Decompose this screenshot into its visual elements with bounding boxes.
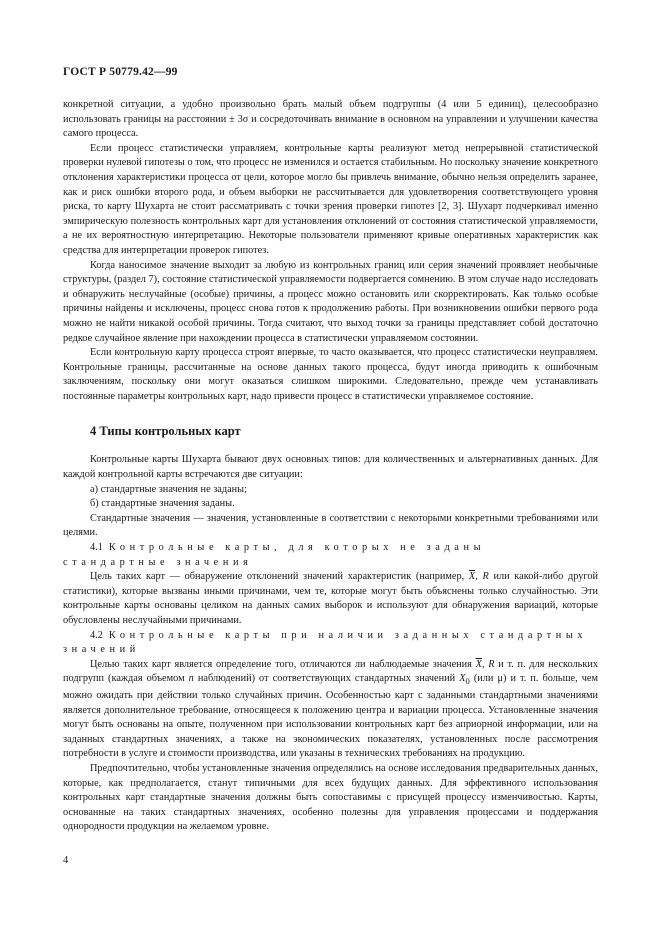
list-item-a: а) стандартные значения не заданы; [90, 483, 247, 495]
paragraph: Стандартные значения — значения, установленные в соответствии с некоторыми конкретными требованиями или целями. [63, 512, 598, 539]
x0-symbol: X [459, 673, 466, 685]
subsection-4-1-heading [63, 541, 598, 570]
text-run: наблюдений) от соответствующих стандартных значений [197, 673, 456, 685]
standard-header: ГОСТ Р 50779.42—99 [63, 66, 178, 78]
r-symbol: R [488, 658, 495, 670]
paragraph: Если процесс статистически управляем, контрольные карты реализуют метод непрерывной статистической проверки нулевой гипотезы о том, что процесс не изменился и остается стабильным. Но поскольку значение конкретного отклонения характеристики процесса от цели, которое могло бы привлечь внимание, обычно нельзя определить заранее, как и риск ошибки второго рода, и объем выборки не рассчитывается для удовлетворения соответствующего уровня риска, то карту Шухарта не стоит рассматривать с точки зрения проверки гипотез [2, 3]. Шухарт подчеркивал именно эмпирическую полезность контрольных карт для установления отклонений от состояния статистической управляемости, а не их вероятностную интерпретацию. Некоторые пользователи применяют кривые оперативных характеристик как средства для интерпретации проверок гипотез. [63, 142, 598, 256]
body-text [63, 98, 598, 835]
text-run: , [481, 658, 485, 670]
subsection-number: 4.2 [90, 629, 103, 641]
x-bar-symbol: $\overline{X}$ [475, 658, 482, 670]
paragraph [63, 570, 598, 628]
list-item-b: б) стандартные значения заданы. [90, 498, 235, 510]
x-bar-symbol: $\overline{X}$ [468, 571, 476, 583]
paragraph [63, 658, 598, 762]
text-run: или какой-либо другой статистики), которые вызваны иными причинами, чем те, которые могут быть объяснены только случайностью. Эти контрольные карты основаны целиком на данных самих выборок и используют для обнаружения вариаций, которые обусловлены неслучайными причинами. [63, 571, 599, 626]
subscript-zero: 0 [465, 676, 470, 687]
n-symbol: n [188, 673, 194, 685]
paragraph-continuation: конкретной ситуации, а удобно произвольно брать малый объем подгруппы (4 или 5 единиц), целесообразно использовать границы на расстоянии ± 3σ и сосредоточивать внимание в основном на управлении и улучшении качества самого процесса. [63, 99, 598, 140]
subsection-title: Контрольные карты, для которых не заданы стандартные значения [63, 542, 486, 568]
text-run: Целью таких карт является определение того, отличаются ли наблюдаемые значения [90, 658, 472, 670]
subsection-number: 4.1 [90, 542, 103, 554]
subsection-title: Контрольные карты при наличии заданных стандартных значений [63, 629, 588, 656]
subsection-4-2-heading [63, 629, 598, 658]
text-run: (или μ) и т. п. больше, чем можно ожидать при действии только случайных причин. Особенностью карт с заданными стандартными значениями является дополнительное требование, относящееся к положению центра и вариации процесса. Установленные значения могут быть основаны на опыте, полученном при использовании контрольных карт без априорной информации, или на заданных стандартных значениях, а также на экономических показателях, установленных после рассмотрения потребности в услуге и стоимости производства, или указаны в технических требованиях на продукцию. [63, 673, 598, 760]
paragraph: Предпочтительно, чтобы установленные значения определялись на основе исследования предварительных данных, которые, как предполагается, станут типичными для всех будущих данных. Для эффективного использования контрольных карт стандартные значения должны быть сопоставимы с присущей процессу изменчивостью. Карты, основанные на таких стандартных значениях, особенно полезны для управления процессами и поддержания однородности продукции на желаемом уровне. [63, 762, 598, 833]
text-run: , [475, 571, 478, 583]
r-symbol: R [482, 571, 489, 583]
text-run: и т. п. для нескольких подгрупп (каждая объемом [63, 658, 599, 685]
paragraph: Когда наносимое значение выходит за любую из контрольных границ или серия значений проявляет необычные структуры, (раздел 7), состояние статистической управляемости подвергается сомнению. В этом случае надо исследовать и обнаружить неслучайные (особые) причины, а процесс можно остановить или скорректировать. Как только особые причины найдены и исключены, процесс снова готов к продолжению работы. При возникновении ошибки первого рода можно не найти никакой особой причины. Тогда считают, что выход точки за границы представляет собой достаточно редкое случайное явление при нахождении процесса в статистически управляемом состоянии. [63, 259, 598, 344]
text-run: Цель таких карт — обнаружение отклонений значений характеристик (например, [90, 571, 465, 583]
page-number: 4 [63, 855, 69, 866]
paragraph: Контрольные карты Шухарта бывают двух основных типов: для количественных и альтернативных данных. Для каждой контрольной карты встречаются две ситуации: [63, 454, 598, 481]
section-4-heading: 4 Типы контрольных карт [90, 424, 241, 439]
paragraph: Если контрольную карту процесса строят впервые, то часто оказывается, что процесс статистически неуправляем. Контрольные границы, рассчитанные на основе данных такого процесса, будут иногда приводить к ошибочным заключениям, поскольку они могут оказаться слишком широкими. Следовательно, прежде чем устанавливать постоянные параметры контрольных карт, надо привести процесс в статистически управляемое состояние. [63, 347, 598, 402]
